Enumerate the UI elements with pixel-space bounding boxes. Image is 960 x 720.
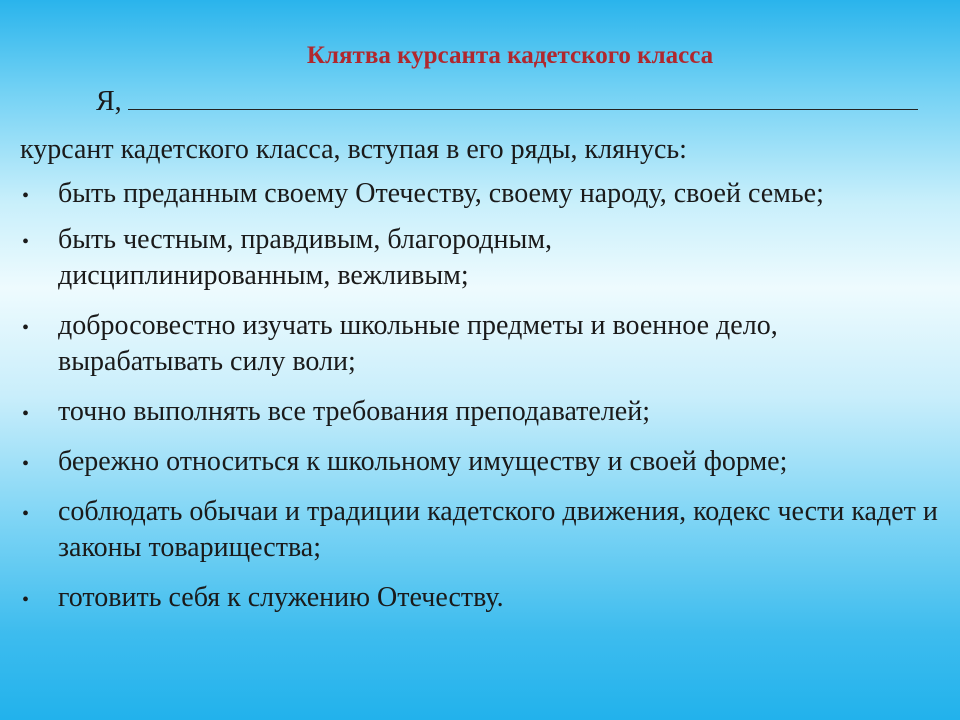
oath-item: • быть преданным своему Отечеству, своему народу, своей семье; [20,176,940,212]
oath-title: Клятва курсанта кадетского класса [306,42,714,69]
bullet-icon: • [22,503,30,525]
name-line [96,86,918,118]
bullet-icon: • [22,185,30,207]
oath-item: • точно выполнять все требования преподавателей; [20,394,940,430]
bullet-icon: • [22,453,30,475]
name-blank-line [128,87,918,110]
oath-item: • быть честным, правдивым, благородным, дисциплинированным, вежливым; [22,224,553,291]
oath-intro: курсант кадетского класса, вступая в его ряды, клянусь: [20,134,687,165]
oath-list [20,176,940,630]
bullet-icon: • [22,589,30,611]
bullet-icon: • [22,403,30,425]
oath-item: • добросовестно изучать школьные предметы и военное дело, вырабатывать силу воли; [22,310,778,377]
oath-item: • соблюдать обычаи и традиции кадетского движения, кодекс чести кадет и законы товарищества; [22,496,938,563]
oath-item: • бережно относиться к школьному имуществу и своей форме; [20,444,940,480]
bullet-icon: • [22,317,30,339]
oath-item: • готовить себя к служению Отечеству. [20,580,940,616]
name-prefix: Я, [96,86,122,117]
bullet-icon: • [22,231,30,253]
